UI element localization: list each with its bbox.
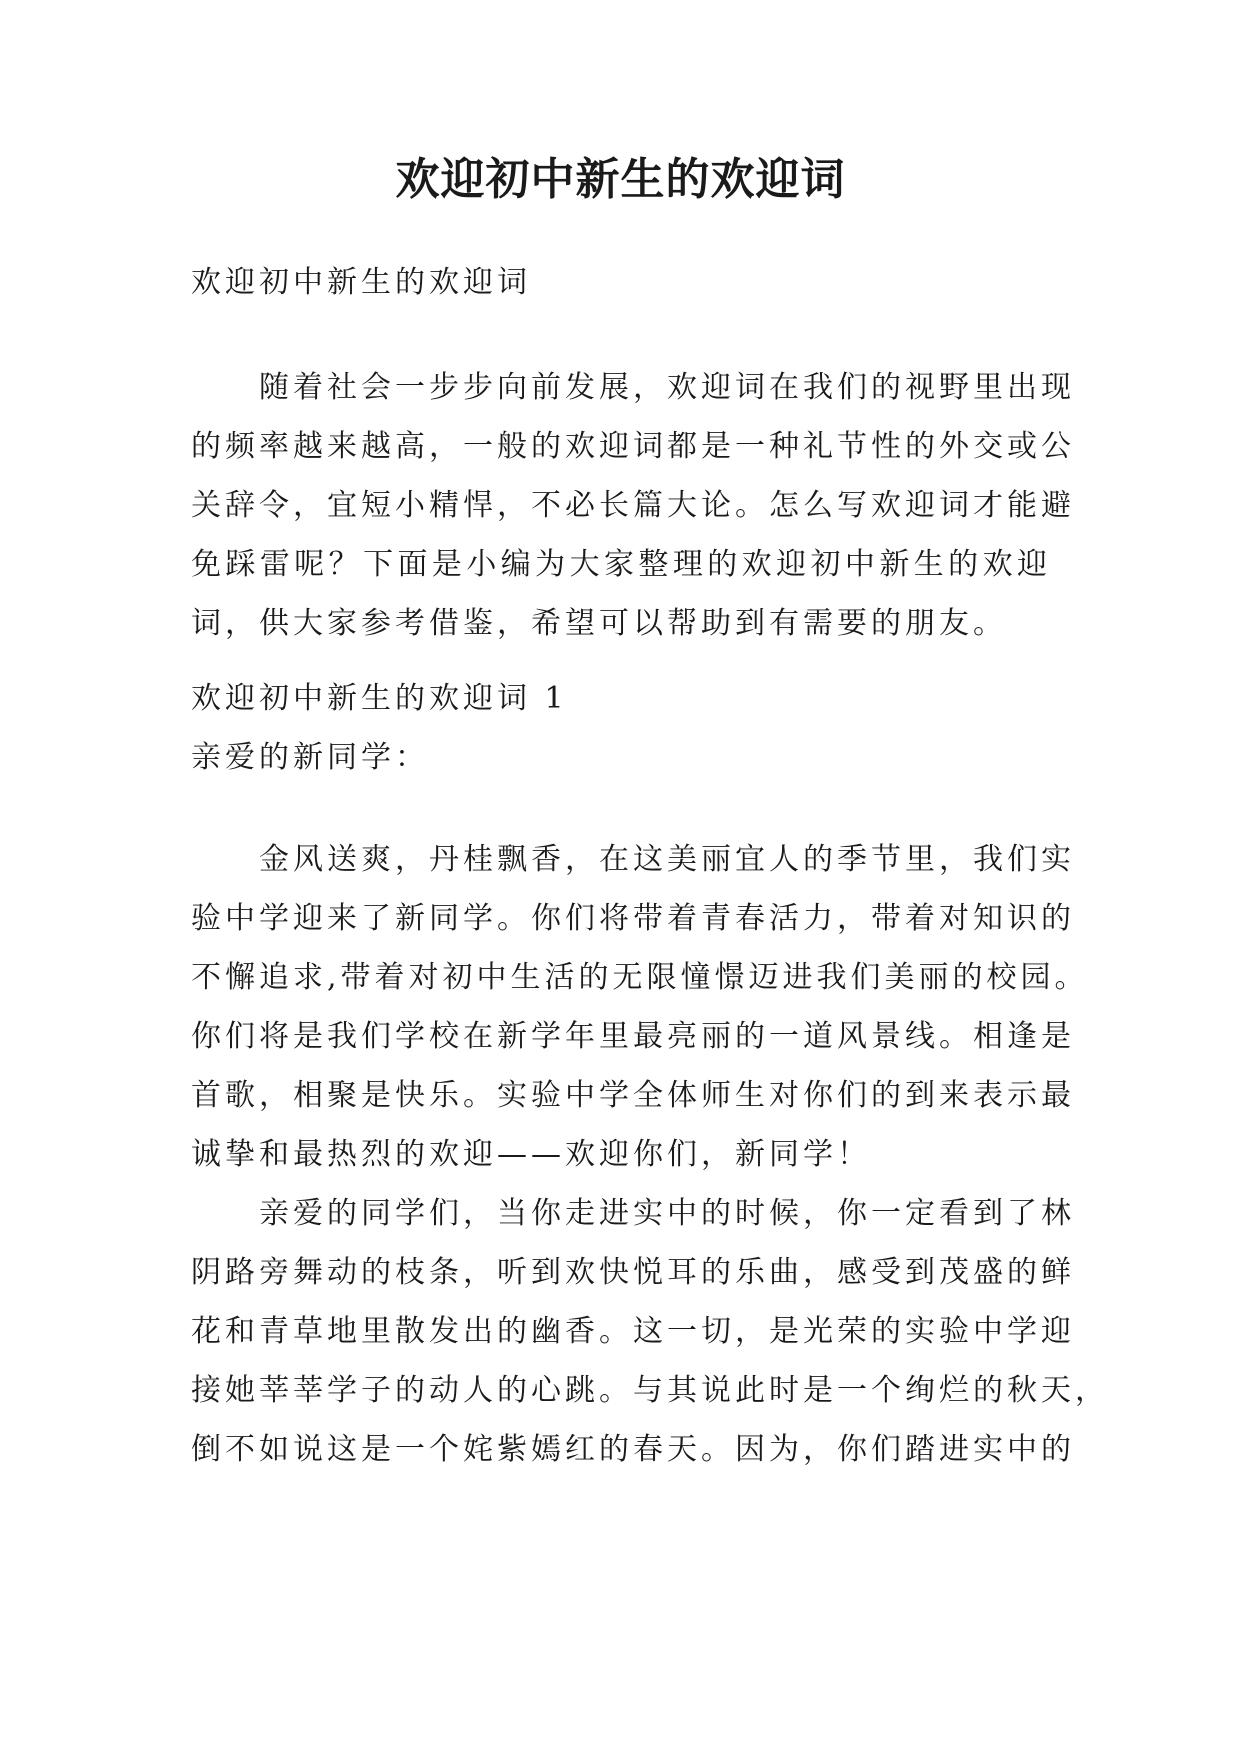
paragraph-line: 花和青草地里散发出的幽香。这一切，是光荣的实验中学迎 <box>191 1314 1075 1349</box>
section-heading: 欢迎初中新生的欢迎词 1 <box>191 681 568 716</box>
intro-line: 关辞令，宜短小精悍，不必长篇大论。怎么写欢迎词才能避 <box>191 488 1075 523</box>
paragraph-line: 接她莘莘学子的动人的心跳。与其说此时是一个绚烂的秋天， <box>191 1373 1109 1408</box>
body-paragraph-1 <box>191 830 1089 1184</box>
intro-line: 免踩雷呢？下面是小编为大家整理的欢迎初中新生的欢迎 <box>191 547 1051 582</box>
document-title: 欢迎初中新生的欢迎词 <box>395 154 846 205</box>
section-heading-block <box>191 669 1051 787</box>
paragraph-line: 诚挚和最热烈的欢迎——欢迎你们，新同学！ <box>191 1137 871 1172</box>
salutation: 亲爱的新同学： <box>191 740 429 775</box>
paragraph-line: 不懈追求,带着对初中生活的无限憧憬迈进我们美丽的校园。 <box>191 960 1089 995</box>
paragraph-line: 你们将是我们学校在新学年里最亮丽的一道风景线。相逢是 <box>191 1019 1075 1054</box>
paragraph-line: 金风送爽，丹桂飘香，在这美丽宜人的季节里，我们实 <box>259 842 1075 877</box>
intro-line: 的频率越来越高，一般的欢迎词都是一种礼节性的外交或公 <box>191 429 1075 464</box>
intro-line: 词，供大家参考借鉴，希望可以帮助到有需要的朋友。 <box>191 606 1007 641</box>
document-subtitle-block <box>191 253 1051 312</box>
body-paragraph-2 <box>191 1184 1109 1479</box>
intro-paragraph <box>191 358 1075 653</box>
paragraph-line: 倒不如说这是一个姹紫嫣红的春天。因为，你们踏进实中的 <box>191 1432 1075 1467</box>
paragraph-line: 阴路旁舞动的枝条，听到欢快悦耳的乐曲，感受到茂盛的鲜 <box>191 1255 1075 1290</box>
paragraph-line: 亲爱的同学们，当你走进实中的时候，你一定看到了林 <box>259 1196 1075 1231</box>
paragraph-line: 首歌，相聚是快乐。实验中学全体师生对你们的到来表示最 <box>191 1078 1075 1113</box>
document-subtitle: 欢迎初中新生的欢迎词 <box>191 265 531 300</box>
intro-line: 随着社会一步步向前发展，欢迎词在我们的视野里出现 <box>259 370 1075 405</box>
paragraph-line: 验中学迎来了新同学。你们将带着青春活力，带着对知识的 <box>191 901 1075 936</box>
